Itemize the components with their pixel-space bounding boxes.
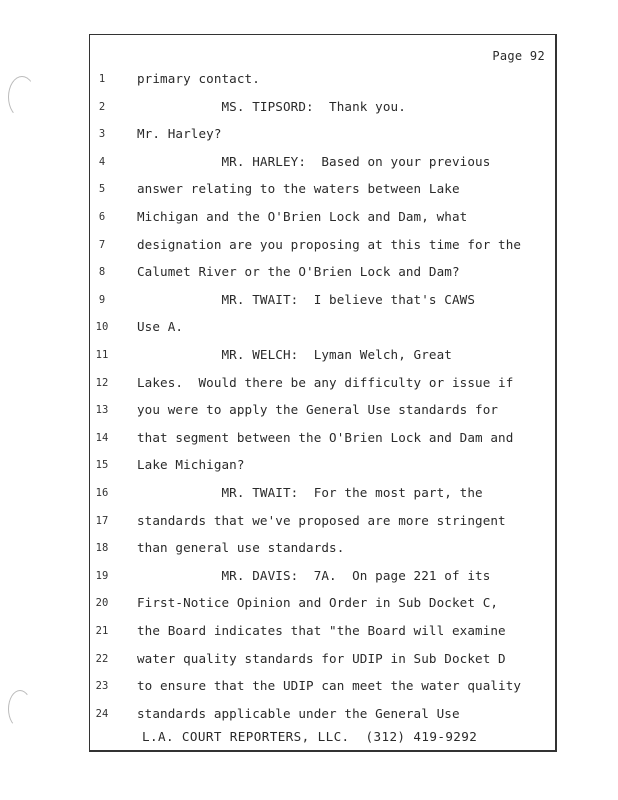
transcript-line (90, 457, 556, 477)
transcript-line (90, 402, 556, 422)
line-number: 12 (95, 376, 109, 389)
line-text: standards applicable under the General Use (137, 705, 460, 721)
transcript-line (90, 540, 556, 560)
transcript-line (90, 154, 556, 174)
transcript-line (90, 347, 556, 367)
line-number: 10 (95, 321, 109, 334)
line-number: 23 (95, 680, 109, 693)
line-text: designation are you proposing at this time for the (137, 236, 522, 252)
line-text: MR. DAVIS: 7A. On page 221 of its (137, 567, 491, 583)
transcript-line (90, 209, 556, 229)
transcript-line (90, 99, 556, 119)
line-number: 19 (95, 569, 109, 582)
line-text: First-Notice Opinion and Order in Sub Docket C, (137, 595, 499, 611)
page-number: Page 92 (492, 49, 545, 63)
transcript-line (90, 237, 556, 257)
line-text: that segment between the O'Brien Lock and Dam and (137, 429, 514, 445)
line-text: Lakes. Would there be any difficulty or issue if (137, 374, 514, 390)
line-text: MR. TWAIT: I believe that's CAWS (137, 291, 476, 307)
transcript-line (90, 375, 556, 395)
line-number: 8 (98, 266, 106, 279)
line-text: MR. HARLEY: Based on your previous (137, 153, 491, 169)
line-text: you were to apply the General Use standards for (137, 402, 499, 418)
line-number: 16 (95, 487, 109, 499)
transcript-line (90, 126, 556, 146)
transcript-line (90, 623, 556, 643)
transcript-line (90, 485, 556, 505)
footer-reporter-info: L.A. COURT REPORTERS, LLC. (312) 419-9292 (142, 729, 478, 744)
margin-mark-bottom (8, 690, 32, 728)
line-number: 3 (98, 128, 106, 141)
line-text: water quality standards for UDIP in Sub Docket D (137, 650, 506, 666)
line-text: standards that we've proposed are more stringent (137, 512, 506, 528)
transcript-line (90, 706, 556, 726)
line-number: 24 (95, 707, 109, 720)
line-number: 7 (98, 238, 106, 251)
line-text: MS. TIPSORD: Thank you. (137, 98, 406, 114)
line-text: answer relating to the waters between Lake (137, 181, 460, 197)
line-text: primary contact. (137, 71, 260, 86)
transcript-line (90, 71, 556, 91)
transcript-line (90, 292, 556, 312)
transcript-line (90, 513, 556, 533)
line-text: the Board indicates that "the Board will examine (137, 623, 506, 638)
transcript-line (90, 568, 556, 588)
line-text: to ensure that the UDIP can meet the water quality (137, 678, 522, 694)
line-number: 5 (98, 183, 106, 196)
line-number: 18 (95, 542, 109, 555)
line-number: 11 (95, 349, 109, 361)
transcript-line (90, 651, 556, 671)
line-number: 2 (98, 100, 106, 113)
line-number: 22 (95, 652, 109, 665)
line-text: MR. WELCH: Lyman Welch, Great (137, 347, 452, 362)
line-number: 17 (95, 514, 109, 527)
line-text: than general use standards. (137, 540, 345, 556)
line-text: Lake Michigan? (137, 457, 245, 473)
transcript-line (90, 430, 556, 450)
line-number: 14 (95, 431, 109, 444)
line-number: 6 (98, 211, 106, 223)
transcript-line (90, 319, 556, 339)
transcript-page (89, 34, 557, 752)
line-text: MR. TWAIT: For the most part, the (137, 485, 483, 500)
line-number: 21 (95, 625, 109, 637)
line-text: Calumet River or the O'Brien Lock and Dam? (137, 264, 460, 280)
line-number: 13 (95, 404, 109, 417)
line-number: 4 (98, 155, 106, 168)
line-number: 1 (98, 73, 106, 85)
line-text: Mr. Harley? (137, 126, 222, 142)
margin-mark-top (8, 76, 36, 118)
line-text: Use A. (137, 319, 184, 335)
line-number: 20 (95, 597, 109, 610)
transcript-line (90, 595, 556, 615)
transcript-line (90, 181, 556, 201)
transcript-line (90, 264, 556, 284)
line-number: 15 (95, 459, 109, 472)
transcript-line (90, 678, 556, 698)
line-number: 9 (98, 293, 106, 306)
line-text: Michigan and the O'Brien Lock and Dam, what (137, 209, 468, 224)
